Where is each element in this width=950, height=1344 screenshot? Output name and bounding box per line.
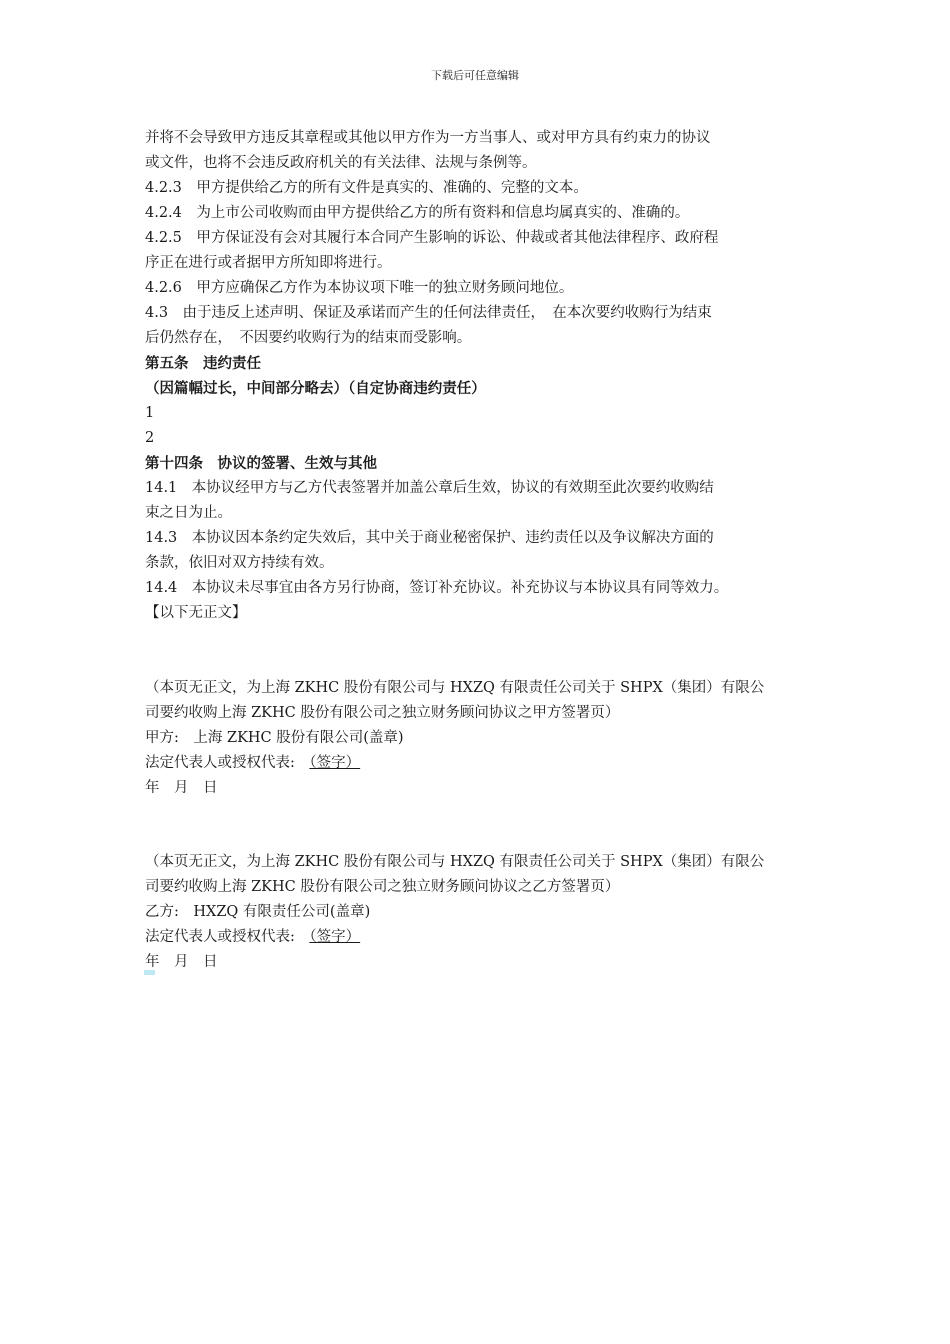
article-14-heading: 第十四条 协议的签署、生效与其他 [145, 455, 377, 472]
omitted-note: （因篇幅过长，中间部分略去）（自定协商违约责任） [145, 380, 486, 397]
party-a-signature-block [145, 676, 815, 801]
clause-4-2-5-cont: 序正在进行或者据甲方所知即将进行。 [145, 255, 392, 271]
clause-14-4: 14.4 本协议未尽事宜由各方另行协商，签订补充协议。补充协议与本协议具有同等效力。 [145, 580, 729, 596]
document-body [145, 126, 815, 975]
clause-4-2-4: 4.2.4 为上市公司收购而由甲方提供给乙方的所有资料和信息均属真实的、准确的。 [145, 205, 690, 221]
signature-page-note-cont: 司要约收购上海 ZKHC 股份有限公司之独立财务顾问协议之乙方签署页） [145, 879, 620, 895]
representative-label: 法定代表人或授权代表: [145, 929, 310, 945]
representative-label: 法定代表人或授权代表: [145, 755, 310, 771]
representative-line [145, 925, 815, 950]
text-cursor-highlight [144, 970, 155, 975]
end-of-text-marker: 【以下无正文】 [145, 605, 247, 621]
party-b-signature-block [145, 850, 815, 975]
party-a-name: 甲方: 上海 ZKHC 股份有限公司(盖章) [145, 730, 404, 746]
date-line: 年 月 日 [145, 954, 218, 970]
signature-page-note-cont: 司要约收购上海 ZKHC 股份有限公司之独立财务顾问协议之甲方签署页） [145, 705, 620, 721]
paragraph-line: 并将不会导致甲方违反其章程或其他以甲方作为一方当事人、或对甲方具有约束力的协议 [145, 130, 711, 146]
clause-4-2-6: 4.2.6 甲方应确保乙方作为本协议项下唯一的独立财务顾问地位。 [145, 280, 574, 296]
clause-4-2-3: 4.2.3 甲方提供给乙方的所有文件是真实的、准确的、完整的文本。 [145, 180, 588, 196]
paragraph-line: 或文件，也将不会违反政府机关的有关法律、法规与条例等。 [145, 155, 537, 171]
clause-4-3: 4.3 由于违反上述声明、保证及承诺而产生的任何法律责任， 在本次要约收购行为结束 [145, 305, 712, 321]
clause-4-2-5: 4.2.5 甲方保证没有会对其履行本合同产生影响的诉讼、仲裁或者其他法律程序、政府程 [145, 230, 719, 246]
signature-field: （签字） [309, 929, 361, 945]
representative-line [145, 751, 815, 776]
clause-4-3-cont: 后仍然存在， 不因要约收购行为的结束而受影响。 [145, 330, 472, 346]
party-b-name: 乙方: HXZQ 有限责任公司(盖章) [145, 904, 371, 920]
clause-14-3: 14.3 本协议因本条约定失效后，其中关于商业秘密保护、违约责任以及争议解决方面的 [145, 530, 714, 546]
page-header: 下载后可任意编辑 [431, 69, 519, 82]
list-number: 2 [145, 430, 155, 446]
list-number: 1 [145, 405, 155, 421]
article-5-heading: 第五条 违约责任 [145, 355, 261, 372]
signature-field: （签字） [309, 755, 361, 771]
signature-page-note: （本页无正文，为上海 ZKHC 股份有限公司与 HXZQ 有限责任公司关于 SHPX（集团）有限公 [145, 854, 765, 870]
clause-14-1: 14.1 本协议经甲方与乙方代表签署并加盖公章后生效，协议的有效期至此次要约收购结 [145, 480, 714, 496]
clause-14-3-cont: 条款，依旧对双方持续有效。 [145, 555, 334, 571]
signature-page-note: （本页无正文，为上海 ZKHC 股份有限公司与 HXZQ 有限责任公司关于 SHPX（集团）有限公 [145, 680, 765, 696]
clause-14-1-cont: 束之日为止。 [145, 505, 232, 521]
date-line: 年 月 日 [145, 780, 218, 796]
